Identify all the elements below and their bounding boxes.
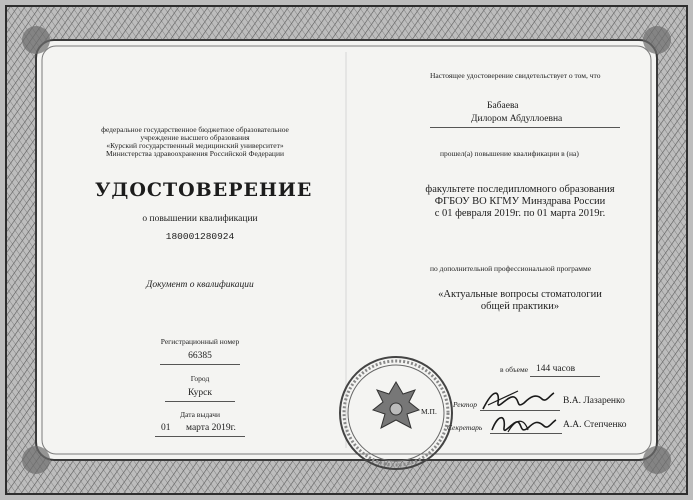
rector-label: Ректор: [453, 400, 477, 409]
issue-date-day: 01: [161, 423, 171, 433]
document-type: Документ о квалификации: [146, 280, 254, 290]
org-line-4: Министерства здравоохранения Российской Федерации: [106, 149, 284, 158]
seal-label: М.П.: [421, 407, 437, 416]
org-line-1: федеральное государственное бюджетное образовательное: [101, 125, 289, 134]
issue-date-label: Дата выдачи: [179, 410, 221, 419]
issue-date-underline: [155, 436, 245, 437]
program-line-1: «Актуальные вопросы стоматологии: [438, 289, 602, 300]
secretary-name: А.А. Степченко: [563, 420, 627, 430]
training-period: с 01 февраля 2019г. по 01 марта 2019г.: [434, 208, 606, 219]
registration-underline: [160, 364, 240, 365]
secretary-label: Секретарь: [447, 423, 483, 432]
holder-underline: [430, 127, 620, 128]
document-title: УДОСТОВЕРЕНИЕ: [95, 179, 313, 201]
issue-date-month-year: марта 2019г.: [186, 423, 236, 433]
secretary-sign-line: [490, 433, 562, 434]
org-line-3: «Курский государственный медицинский университет»: [106, 141, 284, 150]
faculty-line-1: факультете последипломного образования: [425, 184, 615, 195]
city-label: Город: [190, 374, 210, 383]
registration-number: 66385: [188, 351, 212, 361]
program-line-2: общей практики»: [480, 301, 560, 312]
intro-text: Настоящее удостоверение свидетельствует о том, что: [430, 71, 601, 80]
eagle-emblem-icon: [373, 382, 419, 428]
city-value: Курск: [188, 388, 212, 398]
city-underline: [165, 401, 235, 402]
faculty-line-2: ФГБОУ ВО КГМУ Минздрава России: [434, 196, 606, 207]
holder-name: Дилором Абдуллоевна: [471, 114, 563, 124]
holder-surname: Бабаева: [487, 101, 519, 111]
document-subtitle: о повышении квалификации: [142, 214, 258, 224]
volume-value: 144 часов: [536, 364, 576, 374]
rector-name: В.А. Лазаренко: [563, 396, 625, 406]
program-label: по дополнительной профессиональной программе: [430, 264, 592, 273]
org-line-2: учреждение высшего образования: [140, 133, 250, 142]
volume-underline: [530, 376, 600, 377]
volume-label: в объеме: [500, 365, 529, 374]
registration-label: Регистрационный номер: [160, 337, 240, 346]
document-number: 180001280924: [165, 231, 235, 242]
qualification-passed: прошел(а) повышение квалификации в (на): [440, 149, 579, 158]
